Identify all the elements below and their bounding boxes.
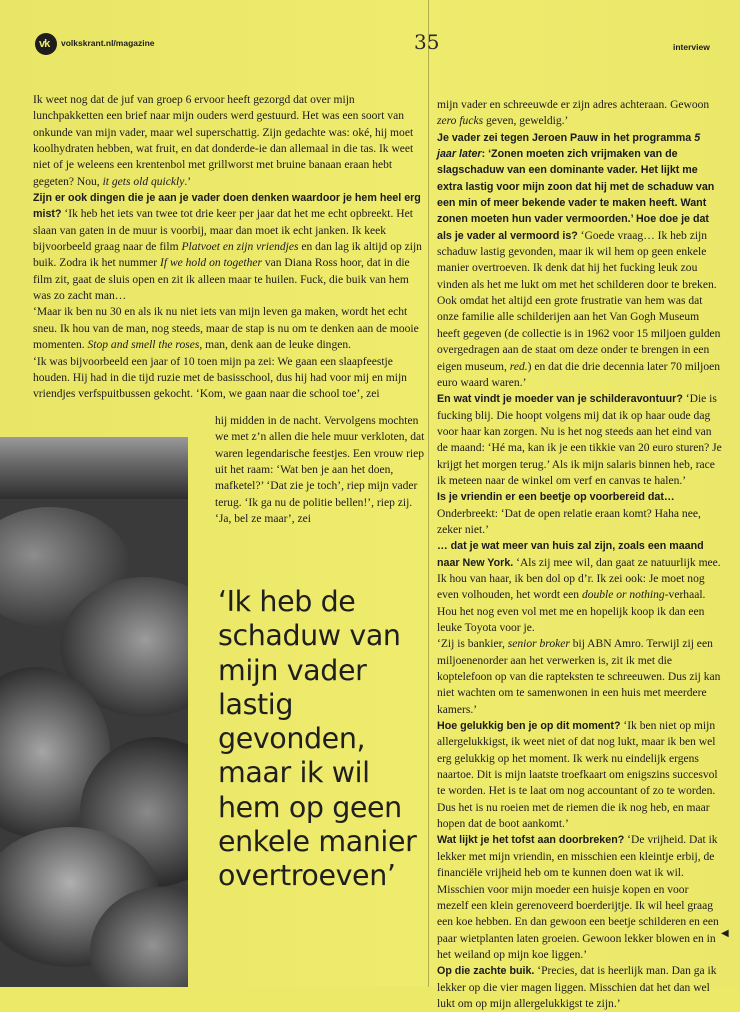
end-marker-icon: ◀ [721,928,729,939]
bedsheet-photo [0,437,188,987]
article-column-left: Ik weet nog dat de juf van groep 6 ervoor heeft gezorgd dat over mijn lunchpakketten een brief naar mijn ouders werd gestuurd. Het was een soort van onkunde van mijn vader, maar wel superschattig. Zijn gedachte was: oké, hij moet koolhydraten hebben, wat fruit, en dat donderde-ie dan allemaal in die tas. Ik weet niet of je weleens een krentenbol met grillworst met bruine banaan eraan hebt gegeten? Nou, it gets old quickly.’ Zijn er ook dingen die je aan je vader doen denken waardoor je hem heel erg mist? ‘Ik heb het iets van twee tot drie keer per jaar dat het me echt opbreekt. Het slaan van gaten in de muur is voorbij, maar dan moet ik echt janken. Ik keek bijvoorbeeld graag naar de film Platvoet en zijn vriendjes en dan lag ik altijd op zijn buik. Zodra ik het nummer If we hold on together van Diana Ross hoor, dat in die film zit, gaat de sluis open en zit ik alleen maar te huilen. Fuck, die buik van hem was zo zacht man… ‘Maar ik ben nu 30 en als ik nu niet iets van mijn leven ga maken, wordt het echt sneu. Ik hou van de man, nog steeds, maar de stap is nu om te denken aan de mooie momenten. Stop and smell the roses, man, denk aan de leuke dingen. ‘Ik was bijvoorbeeld een jaar of 10 toen mijn pa zei: We gaan een slaapfeestje houden. Hij had in die tijd ruzie met de basisschool, dus hij had voor mij en mijn vriendjes verfspuitbussen gekocht. ‘Kom, we gaan naar die school toe’, zei [33,94,422,401]
article-column-right: mijn vader en schreeuwde er zijn adres achteraan. Gewoon zero fucks geven, geweldig.’ Je vader zei tegen Jeroen Pauw in het programma 5 jaar later: ‘Zonen moeten zich vrijmaken van de slagschaduw van een dominante vader. Het lijkt me extra lastig voor mijn zoon dat hij met de schaduw van een min of meer bekende vader te maken heeft. Want zonen moeten hun vader vermoorden.’ Hoe doe je dat als je vader al vermoord is? ‘Goede vraag… Ik heb zijn schaduw lastig gevonden, maar ik wil hem op geen enkele manier overtroeven. Ik denk dat hij het fucking leuk zou vinden als het me lukt om met het schilderen door te breken. Ook omdat het altijd een grote frustratie van hem was dat onze familie alle schilderijen aan het Van Gogh Museum heeft gegeven (de collectie is in 1962 voor 15 miljoen gulden overgedragen aan de staat om deze onder te brengen in een eigen museum, red.) en dat die drie decennia later 70 miljoen euro waard waren.’ En wat vindt je moeder van je schilderavontuur? ‘Die is fucking blij. Die hoopt volgens mij dat ik op haar oude dag voor haar kan zorgen. Nu is het nog steeds aan het eind van de maand: ‘Hé ma, kan ik je een tikkie van 20 euro sturen? Je krijgt het morgen terug.’ Als ik mijn salaris binnen heb, race ik meteen naar de winkel om verf en canvas te halen.’ Is je vriendin er een beetje op voorbereid dat…Onderbreekt: ‘Dat de open relatie eraan komt? Haha nee, zeker niet.’ … dat je wat meer van huis zal zijn, zoals een maand naar New York. ‘Als zij mee wil, dan gaat ze natuurlijk mee. Ik hou van haar, ik ben dol op d’r. Ik zei ook: Je moet nog even volhouden, het wordt een double or nothing-verhaal. Hou het nog even vol met me en hopelijk koop ik dan een leuke Toyota voor je. ‘Zij is bankier, senior broker bij ABN Amro. Terwijl zij een miljoenenorder aan het verwerken is, zit ik met die koptelefoon op van die rapteksten te schreeuwen. Dus zij kan niet wachten om te samenwonen in een huis met meerdere kamers.’ Hoe gelukkig ben je op dit moment? ‘Ik ben niet op mijn allergelukkigst, ik weet niet of dat nog lukt, maar ik ben wel erg gelukkig op het moment. Ik werk nu eindelijk ergens naartoe. Dit is mijn laatste troefkaart om enigszins succesvol te worden. Het is te laat om nog accountant of zo te worden. Dus het is nu roeien met de riemen die ik nog heb, en maar hopen dat de boot aankomt.’ Wat lijkt je het tofst aan doorbreken? ‘De vrijheid. Dat ik lekker met mijn vriendin, en misschien een kleintje erbij, de financiële vrijheid heb om te kunnen doen wat ik wil. Misschien voor mijn moeder een huisje kopen en voor mezelf een klein gerenoveerd boerderijtje. Ik wil heel graag een koe hebben. En dan gewoon een beetje schilderen en een paar wietplanten laten groeien. Gewoon lekker blowen en in het weiland op mijn koe liggen.’ Op die zachte buik. ‘Precies, dat is heerlijk man. Dan ga ik lekker op die vier magen liggen. Misschien dat het dan wel lukt om op mijn allergelukkigst te zijn.’ [437,99,722,1010]
section-label: interview [673,42,710,52]
page-number: 35 [414,30,440,54]
article-column-left-wrap: hij midden in de nacht. Vervolgens mochten we met z’n allen die hele muur verkloten, dat waren legendarische feestjes. Een vrouw riep uit het raam: ‘Wat ben je aan het doen, mafketel?’ ‘Dat zie je toch’, riep mijn vader terug. ‘Ik ga nu de politie bellen!’, riep zij. ‘Ja, bel ze maar’, zei [215,415,425,526]
site-url: volkskrant.nl/magazine [61,38,155,48]
volkskrant-logo-icon: vk [35,33,57,55]
pull-quote: ‘Ik heb de schaduw van mijn vader lastig gevonden, maar ik wil hem op geen enkele manier overtroeven’ [218,585,417,893]
page-fold [428,0,429,987]
